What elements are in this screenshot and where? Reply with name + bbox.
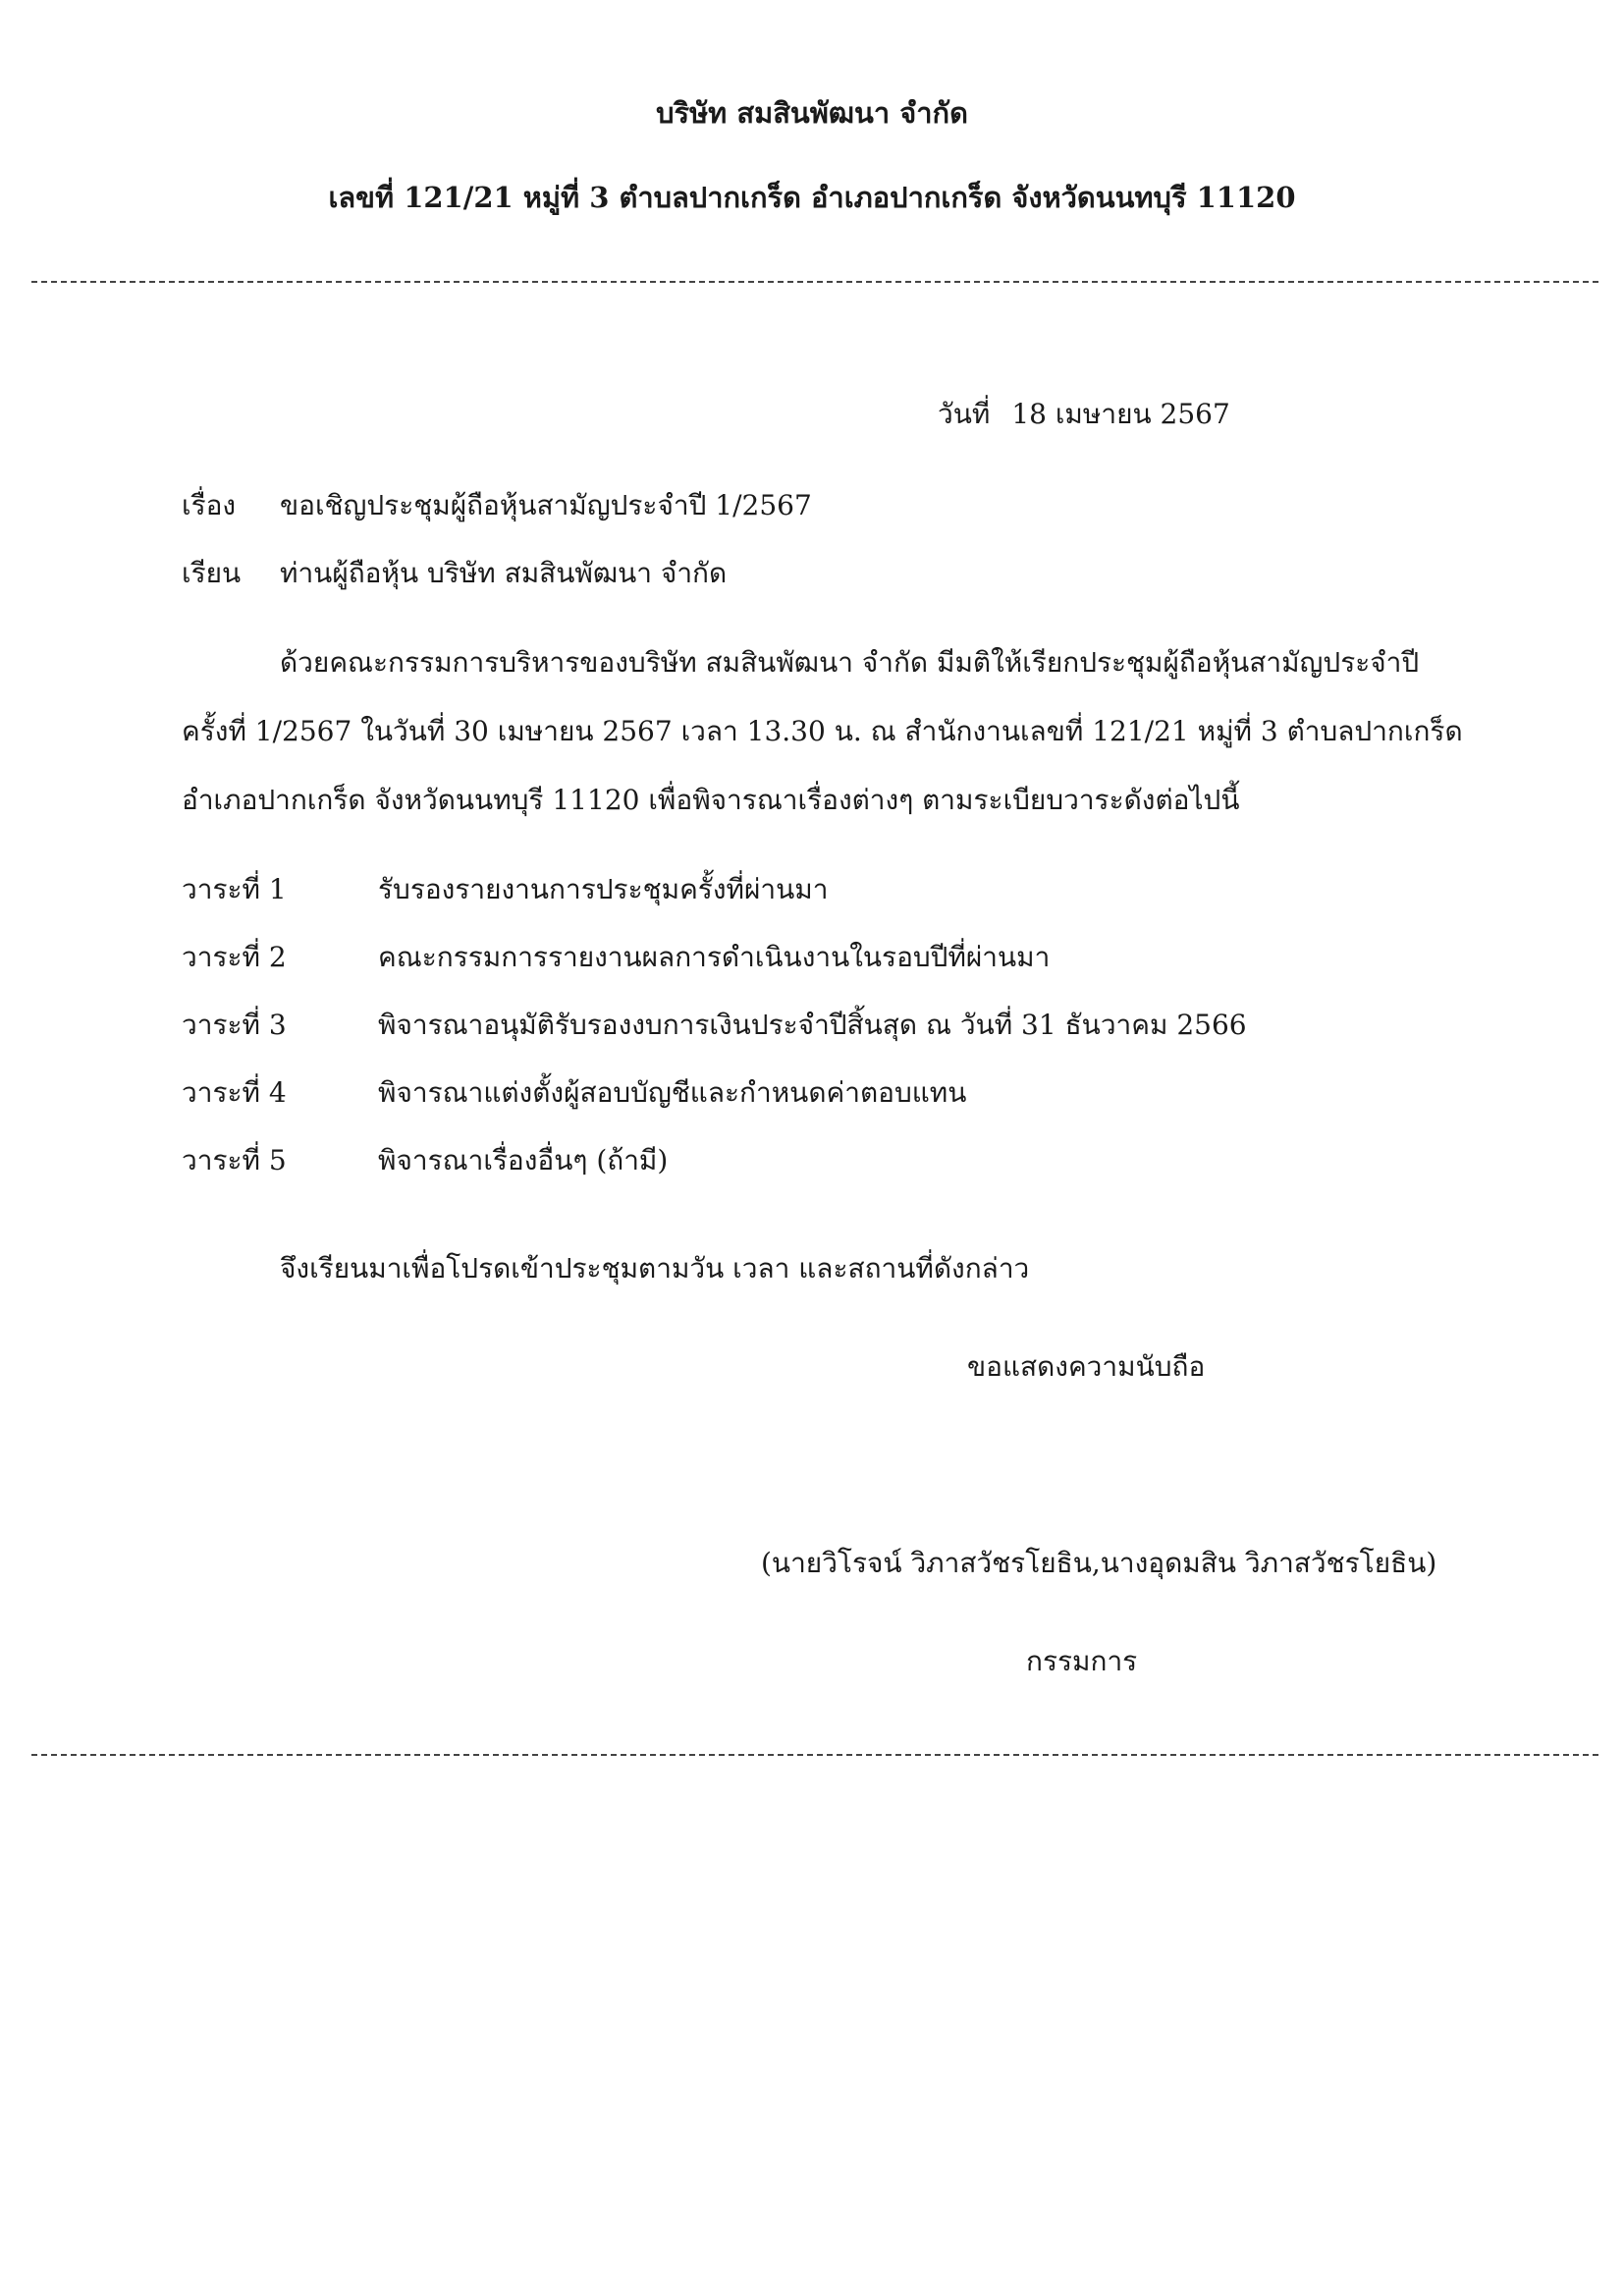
bottom-divider: [31, 1754, 1598, 1756]
body-line: ครั้งที่ 1/2567 ในวันที่ 30 เมษายน 2567 เวลา 13.30 น. ณ สำนักงานเลขที่ 121/21 หมู่ที่ 3 ตำบลปากเกร็ด: [182, 715, 1463, 747]
agenda-text: พิจารณาอนุมัติรับรองงบการเงินประจำปีสิ้นสุด ณ วันที่ 31 ธันวาคม 2566: [378, 1009, 1247, 1041]
agenda-text: คณะกรรมการรายงานผลการดำเนินงานในรอบปีที่ผ่านมา: [378, 941, 1051, 973]
agenda-number: วาระที่ 2: [182, 941, 287, 973]
signer-names: (นายวิโรจน์ วิภาสวัชรโยธิน,นางอุดมสิน วิภาสวัชรโยธิน): [761, 1547, 1437, 1579]
body-line: อำเภอปากเกร็ด จังหวัดนนทบุรี 11120 เพื่อพิจารณาเรื่องต่างๆ ตามระเบียบวาระดังต่อไปนี้: [182, 784, 1240, 816]
body-line: ด้วยคณะกรรมการบริหารของบริษัท สมสินพัฒนา จำกัด มีมติให้เรียกประชุมผู้ถือหุ้นสามัญประจำปี: [280, 646, 1420, 679]
agenda-number: วาระที่ 5: [182, 1144, 287, 1176]
recipient-label: เรียน: [182, 557, 242, 589]
agenda-text: พิจารณาเรื่องอื่นๆ (ถ้ามี): [378, 1144, 669, 1176]
recipient-text: ท่านผู้ถือหุ้น บริษัท สมสินพัฒนา จำกัด: [280, 557, 728, 589]
signer-position: กรรมการ: [1026, 1645, 1138, 1677]
agenda-item: [182, 868, 1458, 936]
date-value: 18 เมษายน 2567: [1011, 398, 1230, 430]
agenda-item: [182, 1004, 1458, 1071]
body-paragraph: [182, 629, 1463, 835]
agenda-item: [182, 1139, 1458, 1207]
letter-date: [938, 393, 1230, 436]
agenda-item: [182, 936, 1458, 1004]
agenda-number: วาระที่ 3: [182, 1009, 287, 1041]
recipient-line: [182, 552, 727, 595]
agenda-number: วาระที่ 4: [182, 1076, 287, 1109]
date-label: วันที่: [938, 398, 991, 430]
agenda-text: พิจารณาแต่งตั้งผู้สอบบัญชีและกำหนดค่าตอบแทน: [378, 1076, 967, 1109]
agenda-number: วาระที่ 1: [182, 873, 287, 905]
regards: ขอแสดงความนับถือ: [967, 1350, 1206, 1383]
top-divider: [31, 281, 1598, 283]
closing-sentence: จึงเรียนมาเพื่อโปรดเข้าประชุมตามวัน เวลา และสถานที่ดังกล่าว: [280, 1252, 1030, 1285]
subject-text: ขอเชิญประชุมผู้ถือหุ้นสามัญประจำปี 1/2567: [280, 489, 812, 521]
agenda-item: [182, 1071, 1458, 1139]
subject-line: [182, 484, 812, 527]
subject-label: เรื่อง: [182, 489, 237, 521]
agenda-text: รับรองรายงานการประชุมครั้งที่ผ่านมา: [378, 873, 829, 905]
agenda-list: [182, 868, 1458, 1207]
company-address: เลขที่ 121/21 หมู่ที่ 3 ตำบลปากเกร็ด อำเภอปากเกร็ด จังหวัดนนทบุรี 11120: [328, 181, 1296, 214]
company-name: บริษัท สมสินพัฒนา จำกัด: [656, 96, 968, 130]
